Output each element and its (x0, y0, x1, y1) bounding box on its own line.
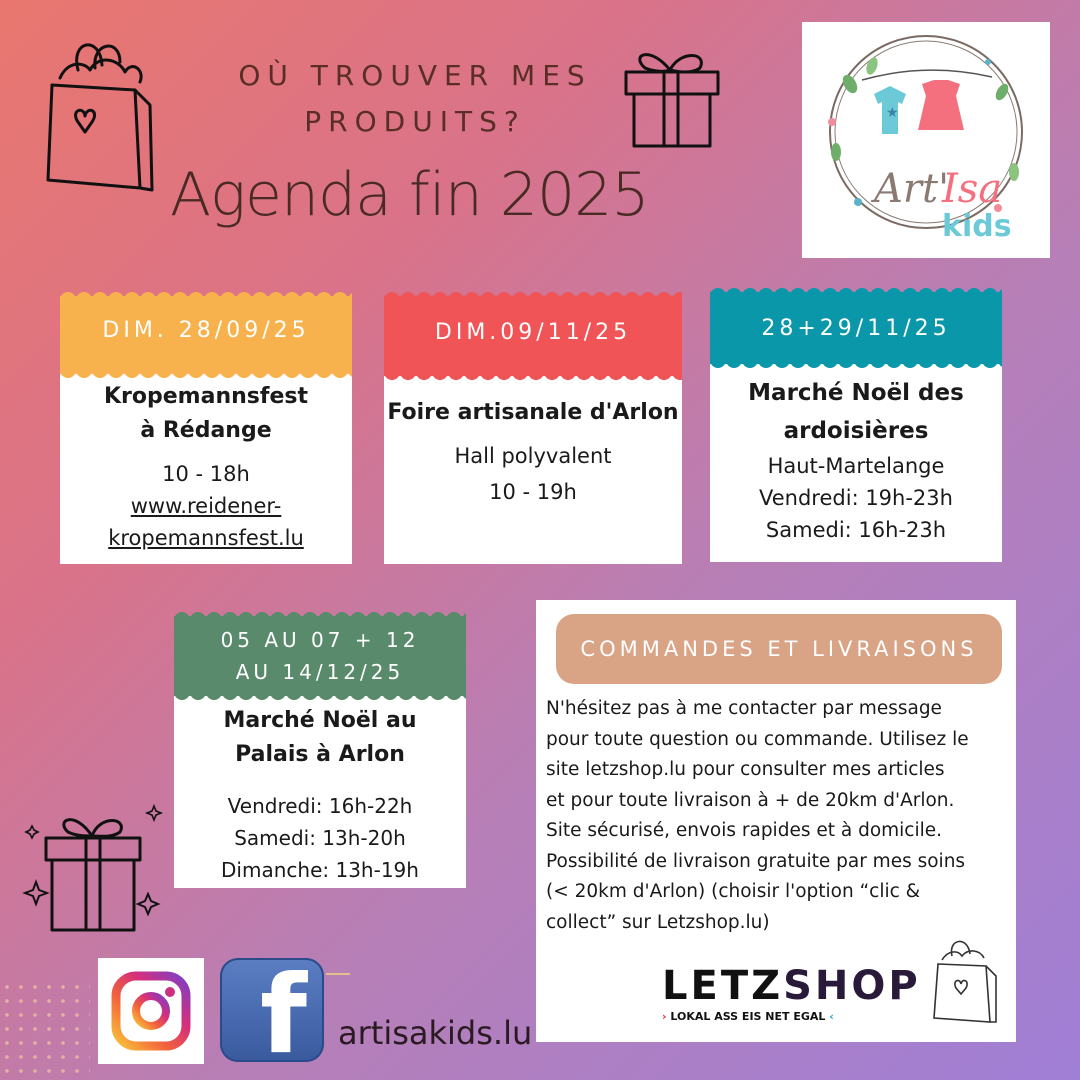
orders-text-line: N'hésitez pas à me contacter par message (546, 698, 942, 719)
instagram-icon (98, 958, 204, 1064)
event-date: 28+29/11/25 (761, 316, 951, 341)
scallop-top (384, 290, 682, 304)
scallop-bottom (710, 358, 1002, 372)
event-title-2: ardoisières (783, 418, 929, 444)
orders-text-line: (< 20km d'Arlon) (choisir l'option “clic & (546, 881, 921, 902)
orders-text-line: Site sécurisé, envois rapides et à domicile. (546, 820, 943, 841)
event-hours: 10 - 18h (162, 462, 250, 486)
event-link[interactable]: www.reidener- (130, 494, 282, 518)
page-title: Agenda fin 2025 (170, 160, 649, 230)
orders-text-line: collect” sur Letzshop.lu) (546, 911, 770, 933)
orders-text-line: pour toute question ou commande. Utilisez le (546, 728, 969, 750)
event-hours-saturday: Samedi: 13h-20h (234, 826, 406, 850)
orders-text-line: et pour toute livraison à + de 20km d'Arlon. (546, 789, 955, 811)
event-link-2[interactable]: kropemannsfest.lu (108, 526, 304, 550)
event-hours-friday: Vendredi: 16h-22h (227, 794, 413, 818)
orders-text-line: Possibilité de livraison gratuite par mes soins (546, 850, 966, 872)
brand-logo (802, 22, 1050, 258)
heading-line-2: PRODUITS? (304, 105, 526, 138)
event-hours-saturday: Samedi: 16h-23h (765, 518, 947, 542)
shopping-bag-icon (40, 30, 160, 195)
event-hours: 10 - 19h (489, 480, 577, 504)
social-divider (326, 973, 350, 975)
page-subtitle (205, 53, 625, 145)
event-title-2: à Rédange (140, 418, 272, 443)
facebook-icon: f (260, 958, 307, 1062)
sparkle-icon (147, 806, 161, 820)
gift-icon (20, 800, 170, 935)
scallop-bottom (174, 690, 466, 704)
event-date: DIM.09/11/25 (434, 320, 632, 345)
sparkle-icon (138, 894, 158, 914)
event-title-2: Palais à Arlon (235, 742, 405, 767)
orders-heading-badge (556, 614, 1002, 684)
event-card-foire-arlon (384, 296, 682, 564)
facebook-button[interactable] (220, 958, 324, 1062)
svg-text:★: ★ (886, 105, 899, 121)
sparkle-icon (26, 826, 38, 838)
website-link[interactable]: artisakids.lu (338, 1014, 533, 1052)
event-venue: Hall polyvalent (454, 444, 612, 468)
instagram-button[interactable] (98, 958, 204, 1064)
event-card-kropemannsfest (60, 296, 352, 564)
orders-text-line: site letzshop.lu pour consulter mes articles (546, 759, 945, 780)
orders-heading: COMMANDES ET LIVRAISONS (580, 637, 978, 661)
event-date-badge (384, 296, 682, 376)
event-card-marche-ardoisieres (710, 292, 1002, 562)
event-title: Foire artisanale d'Arlon (387, 400, 679, 425)
letzshop-brand-a: LETZ (662, 963, 784, 1009)
event-hours-sunday: Dimanche: 13h-19h (221, 858, 419, 882)
event-title: Marché Noël des (748, 380, 964, 406)
gift-icon (620, 40, 725, 150)
letzshop-logo[interactable]: LETZSHOP › LOKAL ASS EIS NET EGAL ‹ (662, 963, 921, 1023)
scallop-bottom (384, 370, 682, 384)
event-hours-friday: Vendredi: 19h-23h (759, 486, 953, 510)
logo-text-art: Art' (874, 166, 950, 212)
sparkle-icon (25, 882, 47, 904)
logo-text-kids: kids (942, 209, 1012, 244)
heading-line-1: OÙ TROUVER MES (238, 59, 592, 92)
scallop-top (710, 286, 1002, 300)
logo-wreath-icon (802, 22, 1050, 258)
event-title: Marché Noël au (223, 708, 417, 733)
orders-card (536, 600, 1016, 1042)
event-date-badge (60, 296, 352, 374)
event-date-badge (174, 616, 466, 696)
logo-text-isa: Isa (942, 166, 1003, 212)
decorative-dots (0, 980, 90, 1080)
event-date-2: AU 14/12/25 (235, 660, 405, 684)
event-location: Haut-Martelange (767, 454, 945, 478)
event-date: 05 AU 07 + 12 (220, 628, 420, 652)
scallop-top (60, 290, 352, 304)
letzshop-tagline: LOKAL ASS EIS NET EGAL (670, 1010, 826, 1023)
event-title: Kropemannsfest (104, 384, 308, 409)
shopping-bag-icon (930, 934, 1000, 1026)
scallop-bottom (60, 368, 352, 382)
event-date: DIM. 28/09/25 (102, 318, 310, 343)
event-card-marche-palais (174, 616, 466, 888)
letzshop-brand-b: SHOP (783, 963, 921, 1009)
scallop-top (174, 610, 466, 624)
event-date-badge (710, 292, 1002, 364)
